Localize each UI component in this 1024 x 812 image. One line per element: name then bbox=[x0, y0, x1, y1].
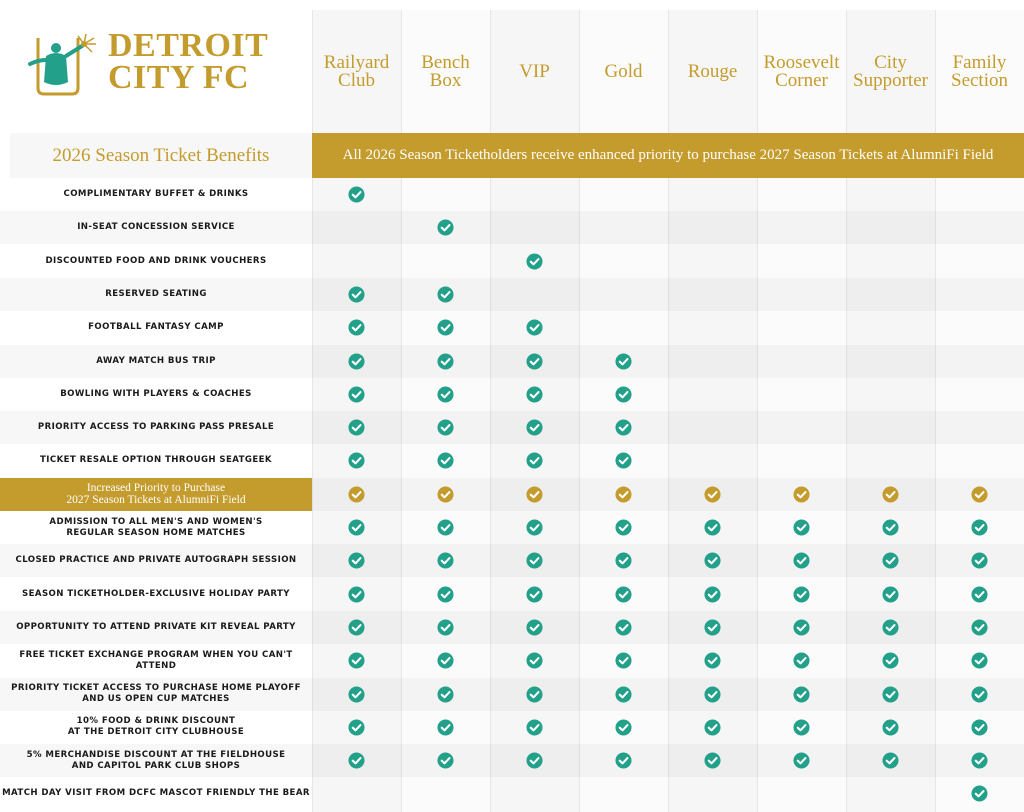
check-icon bbox=[348, 486, 365, 503]
check-icon bbox=[526, 386, 543, 403]
check-icon bbox=[526, 519, 543, 536]
priority-banner: All 2026 Season Ticketholders receive enhanced priority to purchase 2027 Season Tickets at AlumniFi Field bbox=[312, 133, 1024, 178]
check-icon bbox=[437, 652, 454, 669]
check-icon bbox=[348, 386, 365, 403]
check-icon bbox=[437, 686, 454, 703]
check-icon bbox=[437, 319, 454, 336]
check-icon bbox=[437, 586, 454, 603]
check-icon bbox=[348, 419, 365, 436]
column-header-family bbox=[935, 10, 1024, 133]
benefit-row bbox=[0, 211, 1024, 244]
check-icon bbox=[615, 586, 632, 603]
check-icon bbox=[971, 752, 988, 769]
benefit-row bbox=[0, 611, 1024, 644]
check-icon bbox=[704, 752, 721, 769]
check-icon bbox=[526, 319, 543, 336]
benefit-label: COMPLIMENTARY BUFFET & DRINKS bbox=[63, 189, 249, 199]
check-icon bbox=[704, 686, 721, 703]
highlight-row bbox=[0, 478, 1024, 511]
check-icon bbox=[615, 452, 632, 469]
benefit-row bbox=[0, 411, 1024, 444]
check-icon bbox=[615, 353, 632, 370]
check-icon bbox=[971, 519, 988, 536]
column-header-railyard bbox=[312, 10, 401, 133]
check-icon bbox=[882, 719, 899, 736]
check-icon bbox=[348, 519, 365, 536]
column-header-label: Railyard Club bbox=[323, 51, 390, 91]
check-icon bbox=[526, 586, 543, 603]
check-icon bbox=[348, 452, 365, 469]
check-icon bbox=[437, 286, 454, 303]
check-icon bbox=[348, 719, 365, 736]
benefit-label: AWAY MATCH BUS TRIP bbox=[96, 355, 216, 366]
check-icon bbox=[971, 652, 988, 669]
benefit-label: BOWLING WITH PLAYERS & COACHES bbox=[60, 388, 252, 399]
check-icon bbox=[348, 552, 365, 569]
column-header-label: City Supporter bbox=[853, 51, 928, 91]
check-icon bbox=[793, 586, 810, 603]
check-icon bbox=[526, 619, 543, 636]
check-icon bbox=[793, 619, 810, 636]
benefit-row bbox=[0, 178, 1024, 211]
check-icon bbox=[793, 719, 810, 736]
check-icon bbox=[704, 552, 721, 569]
benefit-row bbox=[0, 245, 1024, 278]
check-icon bbox=[704, 619, 721, 636]
check-icon bbox=[615, 419, 632, 436]
column-header-label: Rouge bbox=[687, 60, 738, 82]
check-icon bbox=[882, 619, 899, 636]
check-icon bbox=[971, 686, 988, 703]
benefit-label: Increased Priority to Purchase 2027 Season Tickets at AlumniFi Field bbox=[0, 478, 312, 511]
check-icon bbox=[704, 719, 721, 736]
check-icon bbox=[437, 719, 454, 736]
benefit-label: DISCOUNTED FOOD AND DRINK VOUCHERS bbox=[45, 255, 267, 266]
benefits-title: 2026 Season Ticket Benefits bbox=[10, 133, 312, 178]
check-icon bbox=[526, 652, 543, 669]
check-icon bbox=[704, 652, 721, 669]
spirit-of-detroit-icon bbox=[28, 34, 100, 96]
check-icon bbox=[793, 552, 810, 569]
check-icon bbox=[526, 752, 543, 769]
benefit-label: 10% FOOD & DRINK DISCOUNT AT THE DETROIT CITY CLUBHOUSE bbox=[67, 716, 245, 738]
check-icon bbox=[526, 452, 543, 469]
benefit-row bbox=[0, 777, 1024, 810]
brand-line-1: DETROIT bbox=[108, 27, 269, 64]
check-icon bbox=[882, 686, 899, 703]
check-icon bbox=[526, 253, 543, 270]
check-icon bbox=[348, 586, 365, 603]
check-icon bbox=[971, 486, 988, 503]
check-icon bbox=[615, 552, 632, 569]
check-icon bbox=[793, 486, 810, 503]
check-icon bbox=[526, 719, 543, 736]
column-header-city bbox=[846, 10, 935, 133]
check-icon bbox=[704, 519, 721, 536]
check-icon bbox=[437, 519, 454, 536]
check-icon bbox=[348, 286, 365, 303]
benefit-row bbox=[0, 644, 1024, 677]
benefit-label: MATCH DAY VISIT FROM DCFC MASCOT FRIENDLY THE BEAR bbox=[2, 788, 310, 799]
column-header-vip bbox=[490, 10, 579, 133]
column-header-label: Bench Box bbox=[421, 51, 470, 91]
check-icon bbox=[971, 719, 988, 736]
benefit-label: PRIORITY TICKET ACCESS TO PURCHASE HOME PLAYOFF AND US OPEN CUP MATCHES bbox=[11, 683, 301, 704]
column-header-label: VIP bbox=[519, 60, 550, 82]
column-header-bench bbox=[401, 10, 490, 133]
check-icon bbox=[615, 486, 632, 503]
check-icon bbox=[882, 552, 899, 569]
benefit-label: 5% MERCHANDISE DISCOUNT AT THE FIELDHOUSE AND CAPITOL PARK CLUB SHOPS bbox=[26, 749, 286, 771]
benefit-row bbox=[0, 544, 1024, 577]
column-header-roosevelt bbox=[757, 10, 846, 133]
check-icon bbox=[704, 586, 721, 603]
check-icon bbox=[615, 386, 632, 403]
check-icon bbox=[437, 619, 454, 636]
column-header-label: Family Section bbox=[951, 51, 1008, 91]
column-header-label: Gold bbox=[604, 60, 643, 82]
check-icon bbox=[348, 186, 365, 203]
benefit-label: ADMISSION TO ALL MEN'S AND WOMEN'S REGULAR SEASON HOME MATCHES bbox=[49, 516, 263, 538]
benefit-label: IN-SEAT CONCESSION SERVICE bbox=[77, 222, 235, 233]
benefit-label: FOOTBALL FANTASY CAMP bbox=[88, 322, 224, 333]
benefit-row bbox=[0, 444, 1024, 477]
check-icon bbox=[615, 619, 632, 636]
column-header-gold bbox=[579, 10, 668, 133]
check-icon bbox=[615, 652, 632, 669]
benefit-row bbox=[0, 678, 1024, 711]
benefit-label: OPPORTUNITY TO ATTEND PRIVATE KIT REVEAL PARTY bbox=[16, 621, 296, 632]
benefit-label: FREE TICKET EXCHANGE PROGRAM WHEN YOU CAN'T ATTEND bbox=[19, 649, 293, 671]
check-icon bbox=[437, 452, 454, 469]
check-icon bbox=[882, 652, 899, 669]
check-icon bbox=[526, 552, 543, 569]
check-icon bbox=[882, 486, 899, 503]
check-icon bbox=[793, 652, 810, 669]
check-icon bbox=[793, 686, 810, 703]
check-icon bbox=[437, 219, 454, 236]
check-icon bbox=[437, 552, 454, 569]
check-icon bbox=[704, 486, 721, 503]
check-icon bbox=[971, 586, 988, 603]
check-icon bbox=[793, 519, 810, 536]
check-icon bbox=[437, 752, 454, 769]
check-icon bbox=[526, 353, 543, 370]
check-icon bbox=[971, 552, 988, 569]
check-icon bbox=[971, 619, 988, 636]
brand-line-2: CITY FC bbox=[108, 59, 250, 96]
check-icon bbox=[526, 419, 543, 436]
check-icon bbox=[348, 353, 365, 370]
check-icon bbox=[348, 619, 365, 636]
benefit-label: PRIORITY ACCESS TO PARKING PASS PRESALE bbox=[37, 422, 275, 433]
benefit-row bbox=[0, 278, 1024, 311]
logo bbox=[28, 27, 298, 100]
check-icon bbox=[348, 686, 365, 703]
check-icon bbox=[437, 419, 454, 436]
benefit-row bbox=[0, 311, 1024, 344]
check-icon bbox=[971, 785, 988, 802]
benefit-row bbox=[0, 345, 1024, 378]
check-icon bbox=[437, 386, 454, 403]
check-icon bbox=[793, 752, 810, 769]
benefit-row bbox=[0, 511, 1024, 544]
check-icon bbox=[437, 353, 454, 370]
check-icon bbox=[348, 652, 365, 669]
check-icon bbox=[882, 519, 899, 536]
check-icon bbox=[348, 319, 365, 336]
check-icon bbox=[882, 586, 899, 603]
check-icon bbox=[615, 519, 632, 536]
benefit-row bbox=[0, 744, 1024, 777]
benefit-row bbox=[0, 578, 1024, 611]
check-icon bbox=[348, 752, 365, 769]
check-icon bbox=[526, 686, 543, 703]
benefit-label: RESERVED SEATING bbox=[105, 288, 207, 299]
check-icon bbox=[615, 752, 632, 769]
check-icon bbox=[615, 686, 632, 703]
benefit-label: TICKET RESALE OPTION THROUGH SEATGEEK bbox=[40, 455, 272, 466]
brand-name bbox=[108, 27, 269, 96]
check-icon bbox=[615, 719, 632, 736]
benefit-row bbox=[0, 711, 1024, 744]
column-header-rouge bbox=[668, 10, 757, 133]
check-icon bbox=[882, 752, 899, 769]
check-icon bbox=[526, 486, 543, 503]
check-icon bbox=[437, 486, 454, 503]
benefit-row bbox=[0, 378, 1024, 411]
benefit-label: CLOSED PRACTICE AND PRIVATE AUTOGRAPH SESSION bbox=[15, 555, 297, 566]
column-header-label: Roosevelt Corner bbox=[763, 51, 840, 91]
benefit-label: SEASON TICKETHOLDER-EXCLUSIVE HOLIDAY PARTY bbox=[22, 588, 290, 599]
